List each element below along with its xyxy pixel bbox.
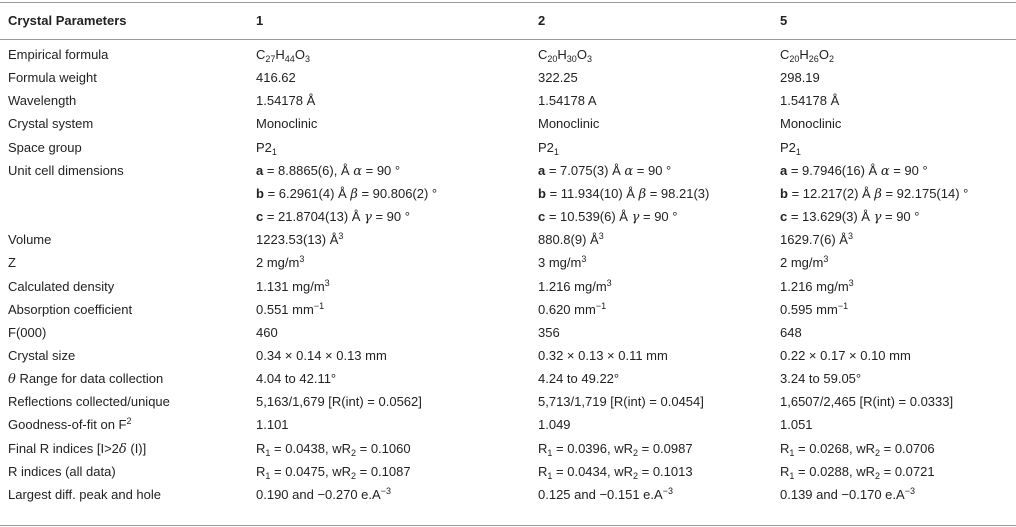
table-row xyxy=(0,66,1016,89)
value-compound-2: 0.32 × 0.13 × 0.11 mm xyxy=(538,347,668,363)
value-compound-2: 322.25 xyxy=(538,70,578,86)
table-row xyxy=(0,460,1016,483)
value-compound-2: $C_{20}H_{30}O_3$ xyxy=(538,47,592,64)
value-compound-1: 2 $mg/m^3$ xyxy=(256,254,305,271)
row-label: Empirical formula xyxy=(8,47,109,62)
value-compound-1: 1.54178 Å xyxy=(256,93,316,109)
row-label: Calculated density xyxy=(8,278,115,294)
table-row xyxy=(0,298,1016,321)
value-compound-5: 1,6507/2,465 [R(int) = 0.0333] xyxy=(780,394,954,410)
row-label: Reflections collected/unique xyxy=(8,394,170,410)
value-compound-1: Monoclinic xyxy=(256,116,318,132)
value-compound-1: $R_1 = 0.0438$, $wR_2 = 0.1060$ xyxy=(256,440,411,458)
value-compound-5: $R_1 = 0.0288$, $wR_2 = 0.0721$ xyxy=(780,463,935,481)
table-row xyxy=(0,112,1016,135)
value-compound-5: $R_1 = 0.0268$, $wR_2 = 0.0706$ xyxy=(780,440,935,458)
row-label: Goodness-of-fit on $F^2$ xyxy=(8,416,132,433)
row-label: F(000) xyxy=(8,324,47,340)
row-label: Volume xyxy=(8,232,52,248)
value-compound-2: b = 11.934(10) Å β = 98.21(3) xyxy=(538,185,710,202)
table-row xyxy=(0,159,1016,182)
value-compound-5: $P2_1$ xyxy=(780,139,801,157)
row-label: Largest diff. peak and hole xyxy=(8,486,161,502)
table-row xyxy=(0,390,1016,413)
value-compound-1: 1.101 xyxy=(256,417,289,433)
value-compound-5: 1629.7(6) $Å^3$ xyxy=(780,231,853,248)
value-compound-2: $P2_1$ xyxy=(538,139,559,157)
header-compound-1: 1 xyxy=(256,13,264,28)
row-label: θ Range for data collection xyxy=(8,371,164,388)
value-compound-2: 3 $mg/m^3$ xyxy=(538,254,587,271)
table-row xyxy=(0,228,1016,251)
value-compound-5: 1.216 $mg/m^3$ xyxy=(780,277,854,294)
row-label: Space group xyxy=(8,139,82,155)
table-row xyxy=(0,321,1016,344)
value-compound-5: b = 12.217(2) Å β = 92.175(14) ° xyxy=(780,185,969,202)
row-label: Absorption coefficient xyxy=(8,301,133,317)
value-compound-2: 0.620 $mm^{-1}$ xyxy=(538,300,607,317)
table-row xyxy=(0,413,1016,436)
table-row xyxy=(0,136,1016,159)
header-crystal-parameters: Crystal Parameters xyxy=(8,13,127,28)
value-compound-1: 460 xyxy=(256,324,278,340)
value-compound-1: $R_1 = 0.0475$, $wR_2 = 0.1087$ xyxy=(256,463,411,481)
value-compound-5: 648 xyxy=(780,324,802,340)
value-compound-5: Monoclinic xyxy=(780,116,842,132)
row-label: Formula weight xyxy=(8,70,97,86)
table-row xyxy=(0,43,1016,66)
value-compound-1: 1.131 $mg/m^3$ xyxy=(256,277,330,294)
table-row xyxy=(0,483,1016,506)
table-row xyxy=(0,251,1016,274)
row-label: Z xyxy=(8,255,16,271)
value-compound-1: b = 6.2961(4) Å β = 90.806(2) ° xyxy=(256,185,438,202)
value-compound-5: c = 13.629(3) Å γ = 90 ° xyxy=(780,209,920,226)
value-compound-2: 356 xyxy=(538,324,560,340)
value-compound-1: $C_{27}H_{44}O_3$ xyxy=(256,47,310,64)
table-row xyxy=(0,437,1016,460)
row-label: R indices (all data) xyxy=(8,463,116,479)
row-label: Unit cell dimensions xyxy=(8,162,124,178)
value-compound-5: 1.54178 Å xyxy=(780,93,840,109)
table-header-rule xyxy=(0,39,1016,40)
table-row xyxy=(0,275,1016,298)
table-top-rule xyxy=(0,2,1016,3)
value-compound-5: a = 9.7946(16) Å α = 90 ° xyxy=(780,162,928,179)
value-compound-1: 1223.53(13) $Å^3$ xyxy=(256,231,344,248)
value-compound-1: a = 8.8865(6), Å α = 90 ° xyxy=(256,162,401,179)
table-row xyxy=(0,89,1016,112)
value-compound-2: 4.24 to 49.22° xyxy=(538,371,620,387)
value-compound-2: Monoclinic xyxy=(538,116,600,132)
row-label: Crystal size xyxy=(8,347,76,363)
value-compound-2: 5,713/1,719 [R(int) = 0.0454] xyxy=(538,394,704,410)
value-compound-5: 2 $mg/m^3$ xyxy=(780,254,829,271)
value-compound-1: 5,163/1,679 [R(int) = 0.0562] xyxy=(256,394,422,410)
value-compound-1: 4.04 to 42.11° xyxy=(256,371,337,387)
value-compound-2: $R_1 = 0.0396$, $wR_2 = 0.0987$ xyxy=(538,440,693,458)
header-compound-2: 2 xyxy=(538,13,546,28)
row-label: Crystal system xyxy=(8,116,94,132)
value-compound-1: $P2_1$ xyxy=(256,139,277,157)
value-compound-1: c = 21.8704(13) Å γ = 90 ° xyxy=(256,209,410,226)
value-compound-2: c = 10.539(6) Å γ = 90 ° xyxy=(538,209,678,226)
value-compound-1: 416.62 xyxy=(256,70,296,86)
value-compound-2: 1.049 xyxy=(538,417,571,433)
value-compound-5: 298.19 xyxy=(780,70,820,86)
table-row xyxy=(0,205,1016,228)
value-compound-5: 0.139 and −0.170 $e.A^{-3}$ xyxy=(780,485,915,502)
row-label: Wavelength xyxy=(8,93,77,109)
value-compound-5: 0.22 × 0.17 × 0.10 mm xyxy=(780,347,911,363)
table-row xyxy=(0,367,1016,390)
value-compound-5: 1.051 xyxy=(780,417,813,433)
table-row xyxy=(0,344,1016,367)
value-compound-2: 1.216 $mg/m^3$ xyxy=(538,277,612,294)
value-compound-5: $C_{20}H_{26}O_2$ xyxy=(780,47,834,64)
row-label: Final R indices [I>2δ (I)] xyxy=(8,440,147,457)
table-row xyxy=(0,182,1016,205)
value-compound-5: 3.24 to 59.05° xyxy=(780,371,862,387)
value-compound-2: 0.125 and −0.151 $e.A^{-3}$ xyxy=(538,485,673,502)
table-bottom-rule xyxy=(0,525,1016,526)
value-compound-2: 880.8(9) $Å^3$ xyxy=(538,231,604,248)
header-compound-5: 5 xyxy=(780,13,788,28)
value-compound-2: 1.54178 A xyxy=(538,93,597,109)
value-compound-1: 0.34 × 0.14 × 0.13 mm xyxy=(256,347,387,363)
value-compound-1: 0.551 $mm^{-1}$ xyxy=(256,300,325,317)
value-compound-2: $R_1 = 0.0434$, $wR_2 = 0.1013$ xyxy=(538,463,693,481)
value-compound-5: 0.595 $mm^{-1}$ xyxy=(780,300,849,317)
table-header-row xyxy=(0,4,1016,38)
value-compound-2: a = 7.075(3) Å α = 90 ° xyxy=(538,162,672,179)
value-compound-1: 0.190 and −0.270 $e.A^{-3}$ xyxy=(256,485,391,502)
